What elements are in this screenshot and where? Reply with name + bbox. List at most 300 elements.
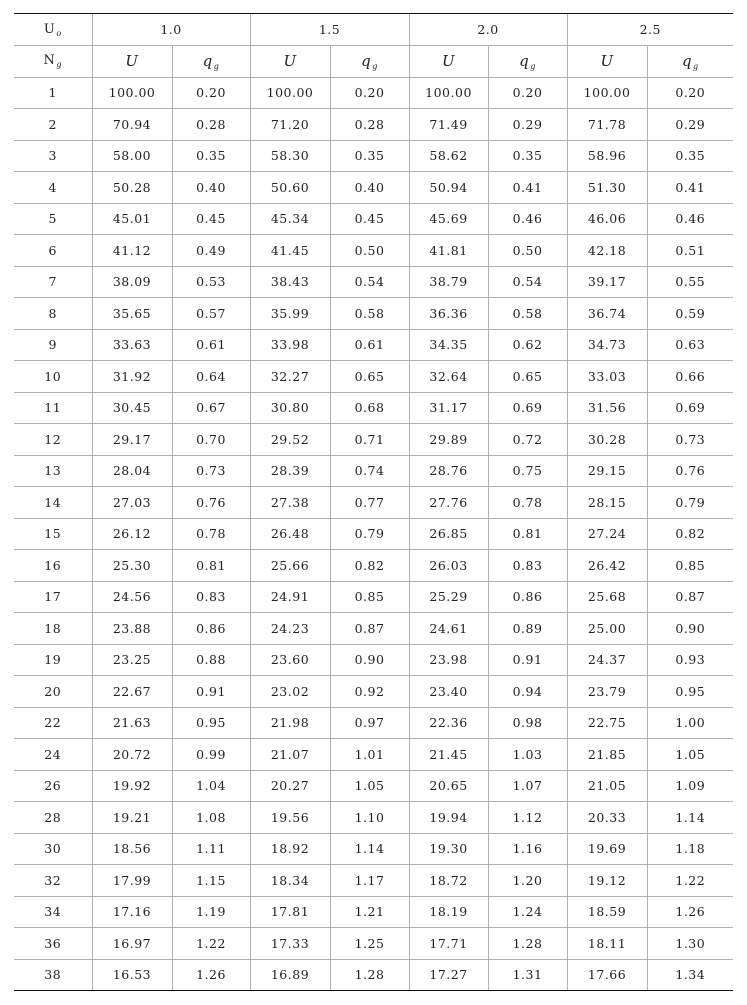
cell-u-value: 21.45 — [409, 739, 488, 771]
row-ng-value: 18 — [14, 613, 92, 645]
table-row — [14, 487, 733, 519]
cell-u-value: 100.00 — [409, 77, 488, 109]
cell-qg-value: 0.49 — [172, 235, 250, 267]
cell-u-value: 28.15 — [567, 487, 647, 519]
cell-qg-value: 0.64 — [172, 361, 250, 393]
cell-u-value: 20.27 — [250, 770, 330, 802]
cell-u-value: 25.00 — [567, 613, 647, 645]
cell-u-value: 51.30 — [567, 172, 647, 204]
header-col-u: U — [250, 46, 330, 78]
table-row — [14, 833, 733, 865]
cell-qg-value: 0.86 — [488, 581, 567, 613]
cell-qg-value: 0.29 — [488, 109, 567, 141]
row-ng-value: 7 — [14, 266, 92, 298]
cell-qg-value: 0.85 — [647, 550, 733, 582]
cell-u-value: 42.18 — [567, 235, 647, 267]
cell-u-value: 21.63 — [92, 707, 172, 739]
cell-u-value: 29.17 — [92, 424, 172, 456]
cell-u-value: 17.81 — [250, 896, 330, 928]
cell-u-value: 31.56 — [567, 392, 647, 424]
cell-u-value: 18.11 — [567, 928, 647, 960]
cell-u-value: 28.39 — [250, 455, 330, 487]
cell-qg-value: 0.54 — [488, 266, 567, 298]
row-ng-value: 22 — [14, 707, 92, 739]
cell-qg-value: 0.69 — [488, 392, 567, 424]
cell-qg-value: 0.87 — [330, 613, 409, 645]
header-col-qg: $q_g$ — [488, 46, 567, 78]
cell-u-value: 26.42 — [567, 550, 647, 582]
cell-qg-value: 0.67 — [172, 392, 250, 424]
cell-qg-value: 0.50 — [488, 235, 567, 267]
row-ng-value: 6 — [14, 235, 92, 267]
cell-u-value: 28.04 — [92, 455, 172, 487]
cell-qg-value: 0.76 — [172, 487, 250, 519]
cell-u-value: 33.63 — [92, 329, 172, 361]
cell-qg-value: 1.24 — [488, 896, 567, 928]
cell-qg-value: 1.05 — [647, 739, 733, 771]
cell-qg-value: 0.99 — [172, 739, 250, 771]
cell-u-value: 25.66 — [250, 550, 330, 582]
cell-u-value: 50.94 — [409, 172, 488, 204]
table-row — [14, 203, 733, 235]
cell-qg-value: 1.15 — [172, 865, 250, 897]
cell-qg-value: 1.21 — [330, 896, 409, 928]
cell-qg-value: 0.94 — [488, 676, 567, 708]
cell-qg-value: 0.58 — [488, 298, 567, 330]
cell-qg-value: 1.20 — [488, 865, 567, 897]
cell-u-value: 22.36 — [409, 707, 488, 739]
cell-qg-value: 0.95 — [647, 676, 733, 708]
cell-qg-value: 0.62 — [488, 329, 567, 361]
cell-qg-value: 0.41 — [488, 172, 567, 204]
cell-u-value: 18.72 — [409, 865, 488, 897]
cell-u-value: 34.73 — [567, 329, 647, 361]
cell-qg-value: 1.03 — [488, 739, 567, 771]
cell-u-value: 25.30 — [92, 550, 172, 582]
cell-qg-value: 0.28 — [330, 109, 409, 141]
cell-u-value: 24.61 — [409, 613, 488, 645]
cell-u-value: 19.21 — [92, 802, 172, 834]
row-ng-value: 19 — [14, 644, 92, 676]
cell-qg-value: 1.18 — [647, 833, 733, 865]
table-row — [14, 140, 733, 172]
table-row — [14, 959, 733, 991]
cell-u-value: 26.48 — [250, 518, 330, 550]
row-ng-value: 30 — [14, 833, 92, 865]
cell-qg-value: 0.74 — [330, 455, 409, 487]
cell-u-value: 17.99 — [92, 865, 172, 897]
cell-u-value: 22.67 — [92, 676, 172, 708]
table-row — [14, 424, 733, 456]
cell-qg-value: 0.73 — [647, 424, 733, 456]
cell-qg-value: 0.69 — [647, 392, 733, 424]
cell-qg-value: 0.95 — [172, 707, 250, 739]
table-row — [14, 77, 733, 109]
cell-qg-value: 0.98 — [488, 707, 567, 739]
cell-u-value: 38.43 — [250, 266, 330, 298]
table-row — [14, 581, 733, 613]
row-ng-value: 20 — [14, 676, 92, 708]
cell-u-value: 19.30 — [409, 833, 488, 865]
cell-qg-value: 0.35 — [172, 140, 250, 172]
cell-u-value: 23.02 — [250, 676, 330, 708]
cell-u-value: 23.40 — [409, 676, 488, 708]
cell-u-value: 27.24 — [567, 518, 647, 550]
row-ng-value: 3 — [14, 140, 92, 172]
cell-qg-value: 1.10 — [330, 802, 409, 834]
row-ng-value: 11 — [14, 392, 92, 424]
cell-qg-value: 0.45 — [172, 203, 250, 235]
cell-qg-value: 1.26 — [172, 959, 250, 991]
cell-qg-value: 0.40 — [330, 172, 409, 204]
cell-qg-value: 0.41 — [647, 172, 733, 204]
header-col-qg: $q_g$ — [172, 46, 250, 78]
cell-u-value: 16.97 — [92, 928, 172, 960]
cell-qg-value: 0.76 — [647, 455, 733, 487]
cell-u-value: 20.33 — [567, 802, 647, 834]
cell-qg-value: 0.28 — [172, 109, 250, 141]
cell-qg-value: 0.82 — [647, 518, 733, 550]
cell-u-value: 24.23 — [250, 613, 330, 645]
cell-u-value: 18.19 — [409, 896, 488, 928]
row-ng-value: 4 — [14, 172, 92, 204]
cell-qg-value: 0.71 — [330, 424, 409, 456]
cell-u-value: 16.53 — [92, 959, 172, 991]
cell-qg-value: 0.68 — [330, 392, 409, 424]
cell-u-value: 100.00 — [250, 77, 330, 109]
row-ng-value: 5 — [14, 203, 92, 235]
table-row — [14, 770, 733, 802]
table-row — [14, 865, 733, 897]
cell-qg-value: 1.19 — [172, 896, 250, 928]
cell-qg-value: 0.46 — [647, 203, 733, 235]
row-ng-value: 9 — [14, 329, 92, 361]
cell-qg-value: 0.78 — [488, 487, 567, 519]
cell-u-value: 36.74 — [567, 298, 647, 330]
cell-u-value: 17.16 — [92, 896, 172, 928]
cell-qg-value: 0.70 — [172, 424, 250, 456]
cell-qg-value: 0.65 — [330, 361, 409, 393]
cell-qg-value: 1.16 — [488, 833, 567, 865]
cell-qg-value: 0.53 — [172, 266, 250, 298]
cell-qg-value: 0.45 — [330, 203, 409, 235]
cell-qg-value: 0.85 — [330, 581, 409, 613]
cell-qg-value: 1.22 — [172, 928, 250, 960]
cell-qg-value: 1.28 — [330, 959, 409, 991]
row-ng-value: 32 — [14, 865, 92, 897]
cell-u-value: 32.64 — [409, 361, 488, 393]
cell-u-value: 21.07 — [250, 739, 330, 771]
cell-u-value: 23.98 — [409, 644, 488, 676]
cell-qg-value: 0.46 — [488, 203, 567, 235]
row-ng-value: 34 — [14, 896, 92, 928]
row-ng-value: 26 — [14, 770, 92, 802]
cell-u-value: 26.12 — [92, 518, 172, 550]
cell-u-value: 27.38 — [250, 487, 330, 519]
cell-u-value: 26.03 — [409, 550, 488, 582]
cell-qg-value: 0.88 — [172, 644, 250, 676]
cell-qg-value: 0.59 — [647, 298, 733, 330]
cell-qg-value: 1.00 — [647, 707, 733, 739]
cell-u-value: 100.00 — [567, 77, 647, 109]
table-row — [14, 644, 733, 676]
header-group-1: 1.0 — [92, 14, 250, 46]
cell-qg-value: 0.73 — [172, 455, 250, 487]
cell-qg-value: 1.28 — [488, 928, 567, 960]
table-row — [14, 298, 733, 330]
cell-qg-value: 1.08 — [172, 802, 250, 834]
cell-qg-value: 0.40 — [172, 172, 250, 204]
cell-u-value: 71.49 — [409, 109, 488, 141]
cell-u-value: 21.85 — [567, 739, 647, 771]
cell-qg-value: 1.31 — [488, 959, 567, 991]
cell-u-value: 30.80 — [250, 392, 330, 424]
row-ng-value: 1 — [14, 77, 92, 109]
cell-qg-value: 1.26 — [647, 896, 733, 928]
cell-u-value: 38.79 — [409, 266, 488, 298]
row-ng-value: 28 — [14, 802, 92, 834]
cell-u-value: 26.85 — [409, 518, 488, 550]
cell-u-value: 50.28 — [92, 172, 172, 204]
cell-qg-value: 0.90 — [330, 644, 409, 676]
header-row-columns — [14, 46, 733, 78]
cell-u-value: 34.35 — [409, 329, 488, 361]
cell-qg-value: 0.57 — [172, 298, 250, 330]
cell-u-value: 58.30 — [250, 140, 330, 172]
cell-u-value: 21.05 — [567, 770, 647, 802]
cell-u-value: 41.45 — [250, 235, 330, 267]
table-row — [14, 455, 733, 487]
cell-u-value: 29.15 — [567, 455, 647, 487]
data-table — [14, 13, 733, 991]
cell-u-value: 29.89 — [409, 424, 488, 456]
row-ng-value: 24 — [14, 739, 92, 771]
cell-u-value: 18.56 — [92, 833, 172, 865]
row-ng-value: 2 — [14, 109, 92, 141]
row-ng-value: 10 — [14, 361, 92, 393]
table-row — [14, 361, 733, 393]
cell-qg-value: 0.20 — [488, 77, 567, 109]
row-ng-value: 13 — [14, 455, 92, 487]
header-group-3: 2.0 — [409, 14, 567, 46]
row-ng-value: 36 — [14, 928, 92, 960]
cell-u-value: 17.27 — [409, 959, 488, 991]
cell-u-value: 27.76 — [409, 487, 488, 519]
header-col-u: U — [92, 46, 172, 78]
row-ng-value: 38 — [14, 959, 92, 991]
cell-u-value: 33.98 — [250, 329, 330, 361]
cell-qg-value: 0.61 — [330, 329, 409, 361]
cell-u-value: 45.01 — [92, 203, 172, 235]
cell-qg-value: 1.17 — [330, 865, 409, 897]
cell-u-value: 23.25 — [92, 644, 172, 676]
cell-u-value: 25.68 — [567, 581, 647, 613]
cell-qg-value: 0.61 — [172, 329, 250, 361]
cell-u-value: 45.34 — [250, 203, 330, 235]
cell-qg-value: 1.12 — [488, 802, 567, 834]
cell-qg-value: 0.97 — [330, 707, 409, 739]
cell-qg-value: 0.87 — [647, 581, 733, 613]
cell-u-value: 39.17 — [567, 266, 647, 298]
cell-qg-value: 1.14 — [647, 802, 733, 834]
cell-u-value: 71.20 — [250, 109, 330, 141]
cell-qg-value: 0.35 — [647, 140, 733, 172]
cell-u-value: 50.60 — [250, 172, 330, 204]
table-row — [14, 109, 733, 141]
table-row — [14, 266, 733, 298]
table-row — [14, 707, 733, 739]
cell-u-value: 19.69 — [567, 833, 647, 865]
cell-u-value: 18.92 — [250, 833, 330, 865]
cell-qg-value: 1.30 — [647, 928, 733, 960]
cell-qg-value: 0.29 — [647, 109, 733, 141]
table-row — [14, 613, 733, 645]
cell-u-value: 30.28 — [567, 424, 647, 456]
cell-u-value: 58.62 — [409, 140, 488, 172]
header-row-groups — [14, 14, 733, 46]
table-row — [14, 928, 733, 960]
cell-qg-value: 0.55 — [647, 266, 733, 298]
cell-qg-value: 0.72 — [488, 424, 567, 456]
cell-qg-value: 1.14 — [330, 833, 409, 865]
cell-u-value: 21.98 — [250, 707, 330, 739]
cell-u-value: 24.37 — [567, 644, 647, 676]
cell-u-value: 20.72 — [92, 739, 172, 771]
cell-qg-value: 0.81 — [488, 518, 567, 550]
cell-qg-value: 0.20 — [647, 77, 733, 109]
cell-u-value: 41.81 — [409, 235, 488, 267]
cell-qg-value: 0.91 — [488, 644, 567, 676]
cell-u-value: 27.03 — [92, 487, 172, 519]
cell-u-value: 25.29 — [409, 581, 488, 613]
cell-u-value: 23.60 — [250, 644, 330, 676]
cell-qg-value: 1.11 — [172, 833, 250, 865]
header-corner-ng: $N_g$ — [14, 46, 92, 78]
row-ng-value: 12 — [14, 424, 92, 456]
cell-qg-value: 1.09 — [647, 770, 733, 802]
cell-u-value: 33.03 — [567, 361, 647, 393]
cell-u-value: 35.99 — [250, 298, 330, 330]
cell-qg-value: 1.01 — [330, 739, 409, 771]
cell-u-value: 46.06 — [567, 203, 647, 235]
header-group-4: 2.5 — [567, 14, 733, 46]
cell-qg-value: 0.20 — [172, 77, 250, 109]
table-row — [14, 329, 733, 361]
cell-u-value: 17.71 — [409, 928, 488, 960]
cell-u-value: 19.12 — [567, 865, 647, 897]
cell-qg-value: 1.07 — [488, 770, 567, 802]
cell-u-value: 100.00 — [92, 77, 172, 109]
cell-qg-value: 0.63 — [647, 329, 733, 361]
cell-u-value: 19.94 — [409, 802, 488, 834]
cell-u-value: 19.56 — [250, 802, 330, 834]
cell-qg-value: 0.35 — [488, 140, 567, 172]
row-ng-value: 14 — [14, 487, 92, 519]
cell-qg-value: 0.58 — [330, 298, 409, 330]
cell-u-value: 41.12 — [92, 235, 172, 267]
header-col-qg: $q_g$ — [647, 46, 733, 78]
cell-qg-value: 0.66 — [647, 361, 733, 393]
table-row — [14, 676, 733, 708]
cell-u-value: 36.36 — [409, 298, 488, 330]
cell-u-value: 70.94 — [92, 109, 172, 141]
cell-u-value: 18.34 — [250, 865, 330, 897]
cell-qg-value: 0.81 — [172, 550, 250, 582]
cell-qg-value: 0.79 — [647, 487, 733, 519]
cell-qg-value: 0.82 — [330, 550, 409, 582]
cell-qg-value: 1.34 — [647, 959, 733, 991]
cell-u-value: 24.91 — [250, 581, 330, 613]
cell-qg-value: 0.35 — [330, 140, 409, 172]
header-col-qg: $q_g$ — [330, 46, 409, 78]
cell-qg-value: 0.83 — [172, 581, 250, 613]
row-ng-value: 15 — [14, 518, 92, 550]
cell-u-value: 19.92 — [92, 770, 172, 802]
cell-qg-value: 0.86 — [172, 613, 250, 645]
cell-qg-value: 0.65 — [488, 361, 567, 393]
cell-u-value: 17.33 — [250, 928, 330, 960]
table-row — [14, 172, 733, 204]
cell-u-value: 31.92 — [92, 361, 172, 393]
header-corner-uo: $U_o$ — [14, 14, 92, 46]
cell-qg-value: 1.04 — [172, 770, 250, 802]
cell-u-value: 18.59 — [567, 896, 647, 928]
cell-u-value: 22.75 — [567, 707, 647, 739]
cell-u-value: 31.17 — [409, 392, 488, 424]
cell-qg-value: 1.05 — [330, 770, 409, 802]
cell-qg-value: 1.25 — [330, 928, 409, 960]
table-row — [14, 392, 733, 424]
row-ng-value: 17 — [14, 581, 92, 613]
cell-qg-value: 0.93 — [647, 644, 733, 676]
cell-qg-value: 0.92 — [330, 676, 409, 708]
cell-u-value: 17.66 — [567, 959, 647, 991]
cell-u-value: 20.65 — [409, 770, 488, 802]
table-row — [14, 518, 733, 550]
table-row — [14, 802, 733, 834]
header-col-u: U — [567, 46, 647, 78]
cell-u-value: 35.65 — [92, 298, 172, 330]
cell-qg-value: 0.79 — [330, 518, 409, 550]
cell-u-value: 23.88 — [92, 613, 172, 645]
cell-qg-value: 0.77 — [330, 487, 409, 519]
cell-u-value: 38.09 — [92, 266, 172, 298]
cell-u-value: 30.45 — [92, 392, 172, 424]
table-row — [14, 896, 733, 928]
header-group-2: 1.5 — [250, 14, 409, 46]
cell-qg-value: 1.22 — [647, 865, 733, 897]
cell-qg-value: 0.54 — [330, 266, 409, 298]
cell-qg-value: 0.83 — [488, 550, 567, 582]
cell-qg-value: 0.20 — [330, 77, 409, 109]
cell-qg-value: 0.51 — [647, 235, 733, 267]
cell-u-value: 32.27 — [250, 361, 330, 393]
cell-u-value: 58.96 — [567, 140, 647, 172]
cell-u-value: 28.76 — [409, 455, 488, 487]
table-row — [14, 739, 733, 771]
cell-qg-value: 0.50 — [330, 235, 409, 267]
table-row — [14, 235, 733, 267]
cell-qg-value: 0.91 — [172, 676, 250, 708]
cell-u-value: 24.56 — [92, 581, 172, 613]
cell-u-value: 58.00 — [92, 140, 172, 172]
cell-u-value: 45.69 — [409, 203, 488, 235]
cell-qg-value: 0.90 — [647, 613, 733, 645]
cell-qg-value: 0.75 — [488, 455, 567, 487]
cell-qg-value: 0.89 — [488, 613, 567, 645]
cell-u-value: 16.89 — [250, 959, 330, 991]
cell-u-value: 71.78 — [567, 109, 647, 141]
